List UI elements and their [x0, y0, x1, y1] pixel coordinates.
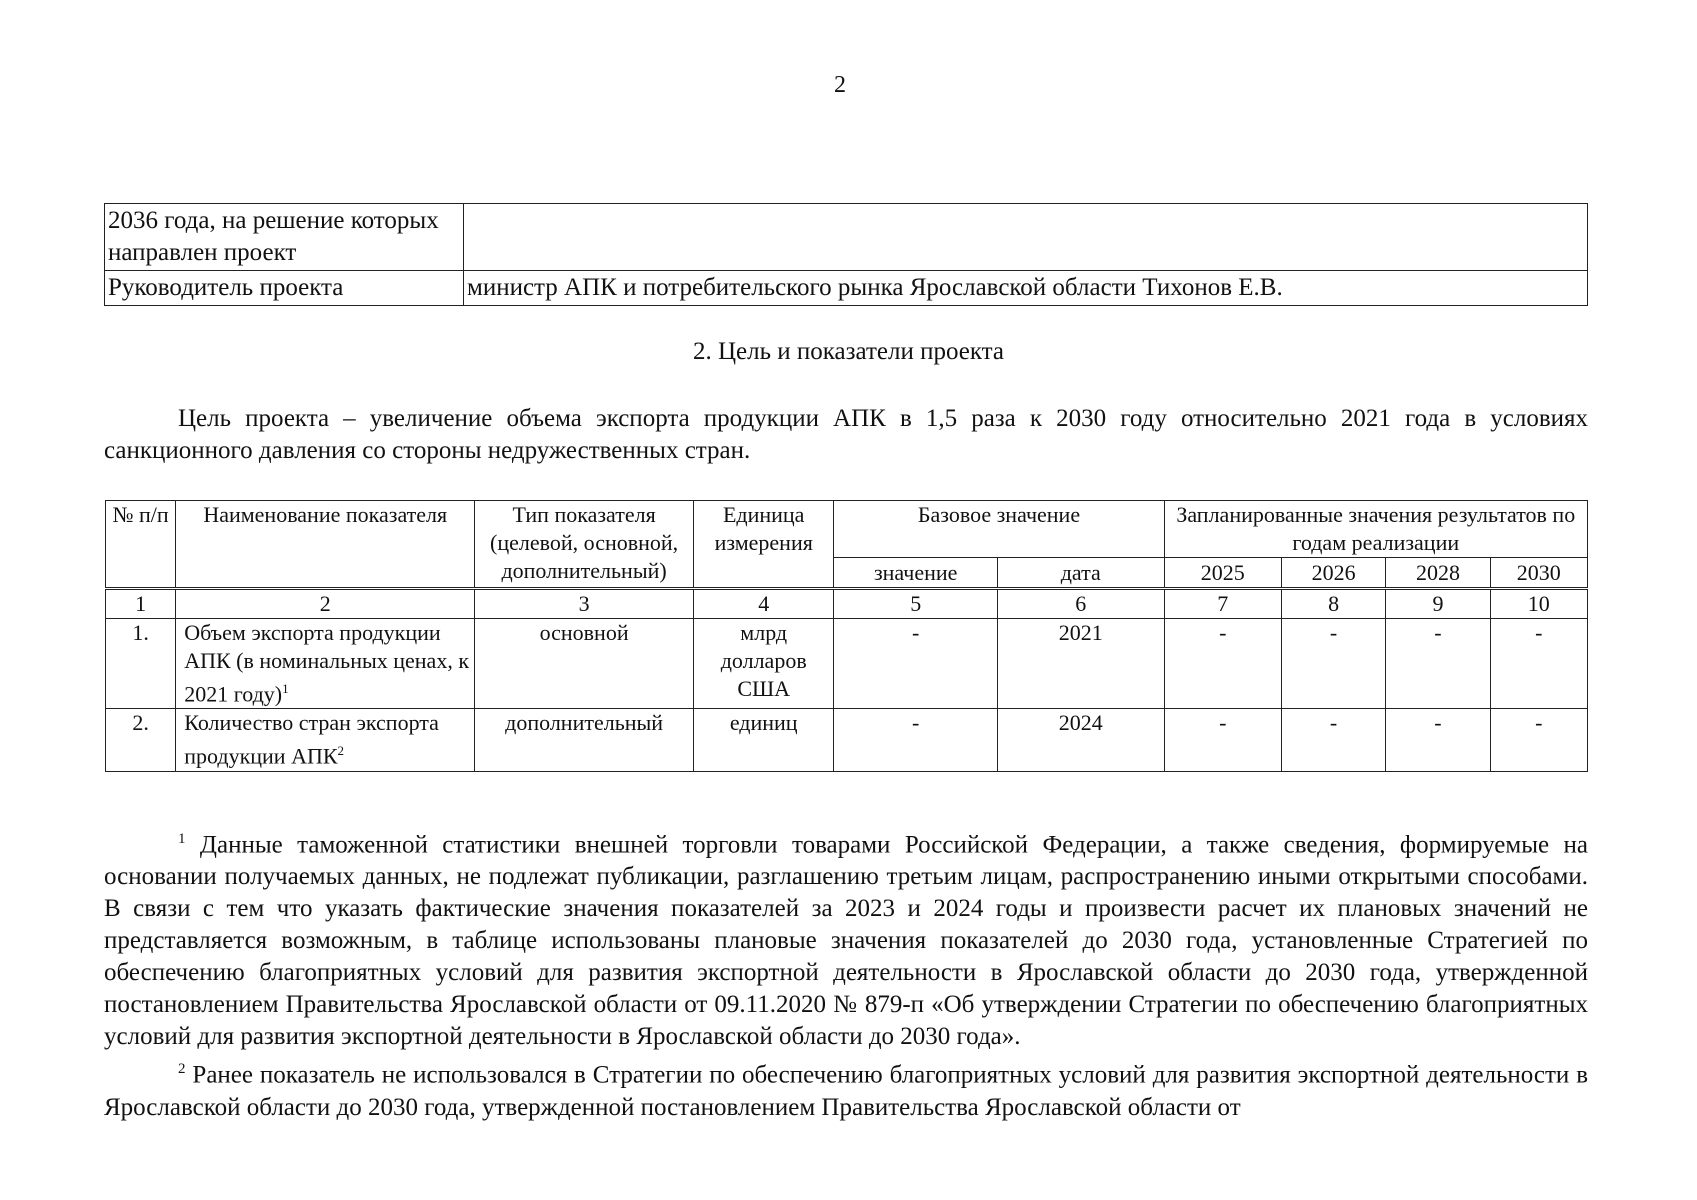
indicator-type: дополнительный — [475, 709, 694, 771]
header-row — [106, 501, 1588, 558]
column-number: 6 — [997, 589, 1164, 619]
column-number: 9 — [1386, 589, 1490, 619]
table-row — [106, 619, 1588, 709]
planned-value: - — [1281, 709, 1385, 771]
footnote-text: Ранее показатель не использовался в Стратегии по обеспечению благоприятных условий для развития экспортной деятельности в Ярославской области до 2030 года, утвержденной постановлением Правительства Ярославской области от — [104, 1061, 1588, 1121]
header-type: Тип показателя (целевой, основной, дополнительный) — [475, 501, 694, 589]
header-base-date: дата — [997, 558, 1164, 589]
indicators-table — [105, 500, 1588, 772]
indicator-name-cell — [176, 619, 475, 709]
footnote-marker: 1 — [282, 681, 289, 696]
indicator-type: основной — [475, 619, 694, 709]
footnote-mark: 1 — [178, 831, 186, 847]
indicator-name-cell — [176, 709, 475, 771]
base-date: 2024 — [997, 709, 1164, 771]
page-number: 2 — [834, 72, 846, 98]
header-num: № п/п — [106, 501, 176, 589]
project-info-label: 2036 года, на решение которых направлен проект — [105, 204, 464, 271]
column-number: 5 — [834, 589, 998, 619]
table-row — [105, 204, 1588, 271]
footnote-mark: 2 — [178, 1061, 186, 1078]
column-number: 3 — [475, 589, 694, 619]
footnote — [104, 1053, 1588, 1123]
row-num: 2. — [106, 709, 176, 771]
project-goal-paragraph: Цель проекта – увеличение объема экспорта продукции АПК в 1,5 раза к 2030 году относительно 2021 года в условиях санкционного давления со стороны недружественных стран. — [104, 405, 1588, 464]
header-unit: Единица измерения — [693, 501, 833, 589]
project-info-value: министр АПК и потребительского рынка Ярославской области Тихонов Е.В. — [464, 271, 1588, 306]
footnote — [104, 823, 1588, 1053]
table-row — [105, 271, 1588, 306]
indicator-name: Объем экспорта продукции АПК (в номинальных ценах, к 2021 году) — [184, 620, 470, 707]
footnote-marker: 2 — [337, 743, 345, 759]
planned-value: - — [1164, 619, 1281, 709]
header-base: Базовое значение — [834, 501, 1164, 558]
project-info-value — [464, 204, 1588, 271]
base-date: 2021 — [997, 619, 1164, 709]
header-year: 2025 — [1164, 558, 1281, 589]
planned-value: - — [1386, 619, 1490, 709]
footnotes — [104, 823, 1588, 1124]
column-number: 8 — [1281, 589, 1385, 619]
header-year: 2028 — [1386, 558, 1490, 589]
column-number: 4 — [693, 589, 833, 619]
header-year: 2030 — [1490, 558, 1587, 589]
planned-value: - — [1386, 709, 1490, 771]
planned-value: - — [1164, 709, 1281, 771]
table-row — [106, 709, 1588, 771]
section-heading: 2. Цель и показатели проекта — [692, 338, 1005, 365]
base-value: - — [834, 619, 998, 709]
header-name: Наименование показателя — [176, 501, 475, 589]
indicator-name: Количество стран экспорта продукции АПК — [184, 710, 439, 769]
column-number: 7 — [1164, 589, 1281, 619]
column-number-row — [106, 589, 1588, 619]
project-info-label: Руководитель проекта — [105, 271, 464, 306]
indicator-unit: млрд долларов США — [693, 619, 833, 709]
indicator-unit: единиц — [693, 709, 833, 771]
base-value: - — [834, 709, 998, 771]
header-year: 2026 — [1281, 558, 1385, 589]
row-num: 1. — [106, 619, 176, 709]
column-number: 1 — [106, 589, 176, 619]
project-info-table — [104, 203, 1588, 306]
planned-value: - — [1281, 619, 1385, 709]
planned-value: - — [1490, 709, 1587, 771]
header-base-value: значение — [834, 558, 998, 589]
header-planned: Запланированные значения результатов по годам реализации — [1164, 501, 1587, 558]
planned-value: - — [1490, 619, 1587, 709]
column-number: 10 — [1490, 589, 1587, 619]
column-number: 2 — [176, 589, 475, 619]
footnote-text: Данные таможенной статистики внешней торговли товарами Российской Федерации, а также сведения, формируемые на основании получаемых данных, не подлежат публикации, разглашению третьим лицам, распространению иными открытыми способами. В связи с тем что указать фактические значения показателей за 2023 и 2024 годы и произвести расчет их плановых значений не представляется возможным, в таблице использованы плановые значения показателей до 2030 года, установленные Стратегией по обеспечению благоприятных условий для развития экспортной деятельности в Ярославской области до 2030 года, утвержденной постановлением Правительства Ярославской области от 09.11.2020 № 879-п «Об утверждении Стратегии по обеспечению благоприятных условий для развития экспортной деятельности в Ярославской области до 2030 года». — [104, 831, 1588, 1051]
